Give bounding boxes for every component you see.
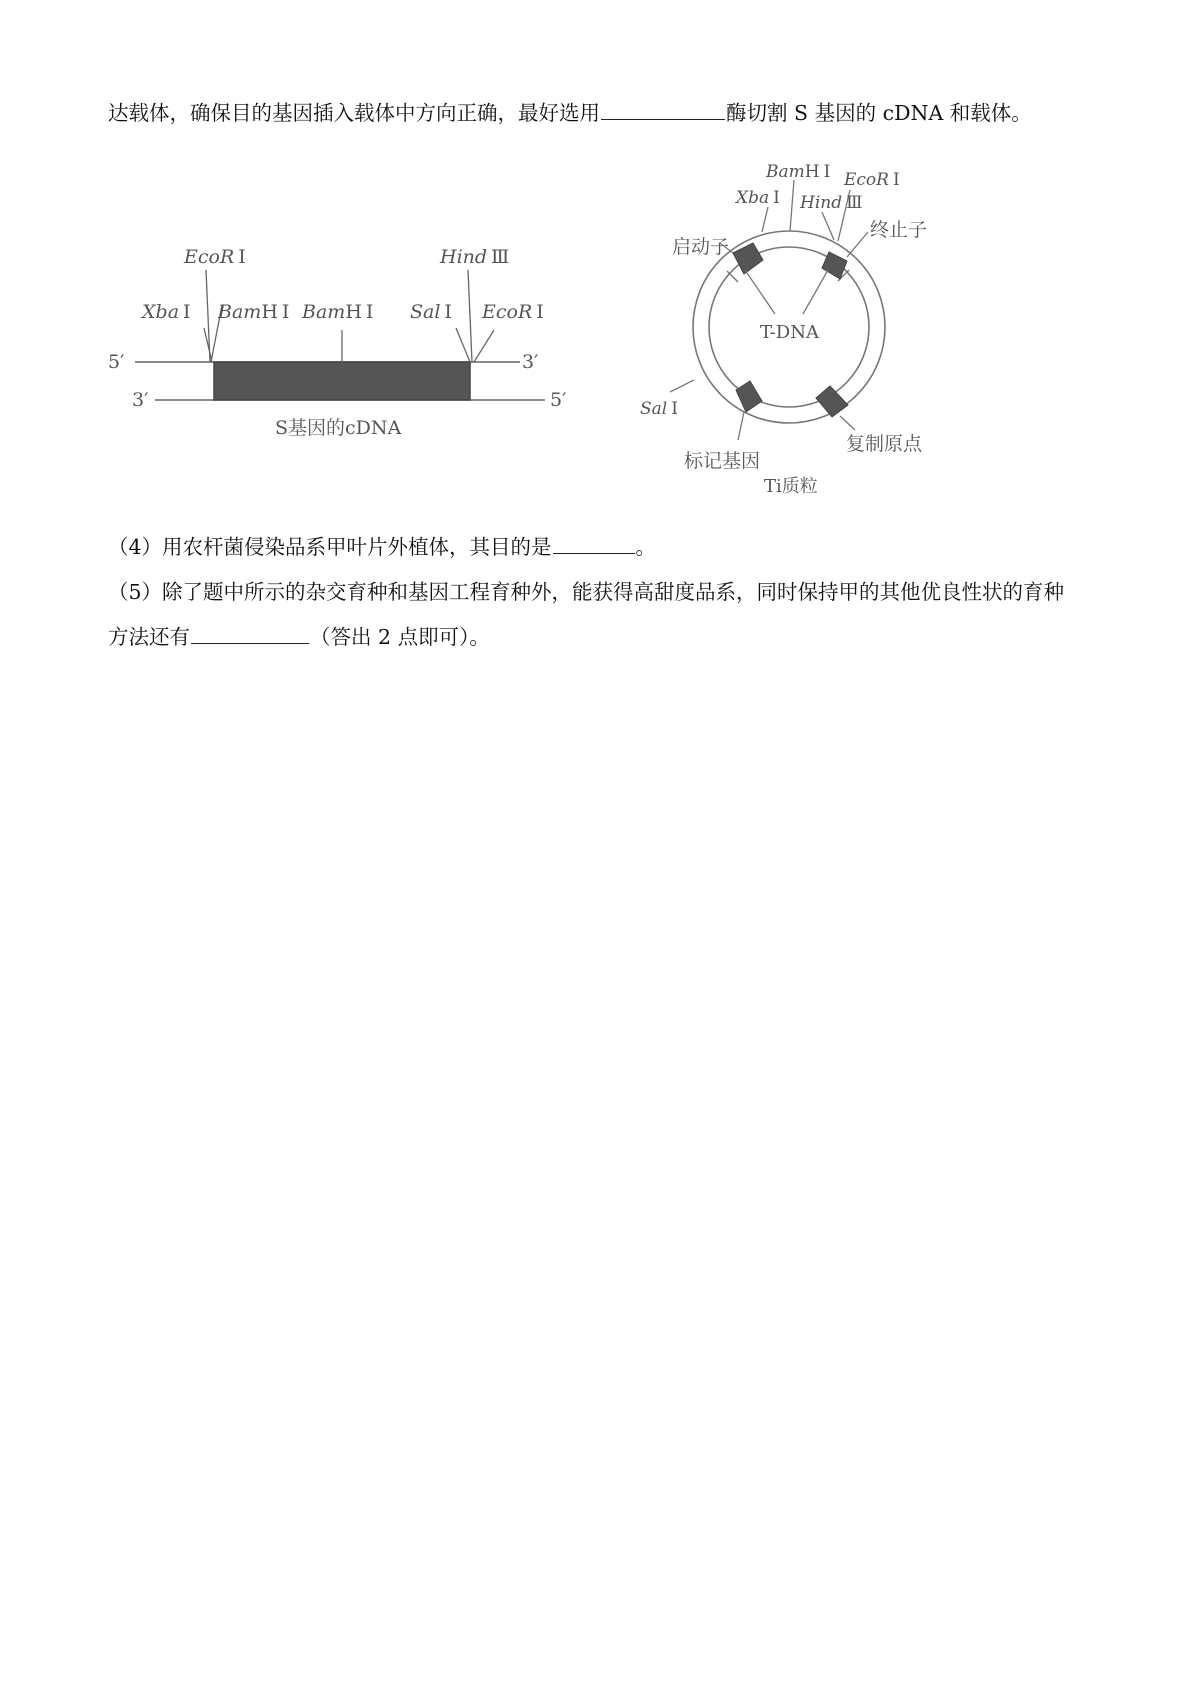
- plasmid-site-sal: Sal Ⅰ: [640, 399, 678, 419]
- marker-gene-block: [736, 381, 762, 412]
- marker-gene-label: 标记基因: [684, 450, 761, 472]
- promoter-block: [733, 243, 763, 274]
- question-4-line: [108, 532, 656, 562]
- cdna-caption: S基因的cDNA: [275, 417, 402, 439]
- plasmid-site-hind: Hind Ⅲ: [800, 193, 863, 213]
- terminator-label: 终止子: [870, 219, 928, 241]
- cdna-site-line-hind: [468, 270, 472, 362]
- cdna-site-line-xba: [204, 328, 212, 362]
- tdna-line-left: [745, 270, 775, 314]
- cdna-site-xba: Xba Ⅰ: [142, 301, 191, 323]
- origin-block: [816, 386, 848, 417]
- cdna-end-3-top: 3′: [522, 351, 539, 373]
- tdna-line-right: [803, 270, 828, 314]
- cdna-diagram: [108, 246, 566, 439]
- intro-text-after: 酶切割 S 基因的 cDNA 和载体。: [726, 101, 1032, 125]
- plasmid-site-line-xba: [762, 207, 768, 232]
- cdna-site-line-sal: [456, 328, 470, 362]
- terminator-pointer: [847, 232, 868, 257]
- answer-blank-q4[interactable]: [553, 533, 635, 554]
- cdna-end-5-bottom: 5′: [550, 389, 567, 411]
- cdna-gene-box: [214, 362, 470, 400]
- origin-label: 复制原点: [846, 433, 923, 455]
- plasmid-site-ecor: EcoR Ⅰ: [844, 170, 900, 190]
- q5-text-before: 方法还有: [108, 625, 190, 649]
- plasmid-site-xba: Xba Ⅰ: [736, 188, 780, 208]
- q4-text-after: 。: [635, 535, 657, 559]
- plasmid-site-line-sal: [670, 380, 694, 392]
- cdna-end-3-bottom: 3′: [132, 389, 149, 411]
- tdna-label: T-DNA: [760, 322, 819, 343]
- marker-gene-pointer: [738, 412, 744, 440]
- cdna-site-hind: Hind Ⅲ: [440, 246, 510, 268]
- plasmid-caption: Ti质粒: [764, 476, 818, 497]
- cdna-end-5-top: 5′: [108, 351, 125, 373]
- question-5-line-1: （5）除了题中所示的杂交育种和基因工程育种外，能获得高甜度品系，同时保持甲的其他优良性状的育种: [108, 580, 1065, 604]
- diagram: [0, 0, 1200, 520]
- plasmid-site-line-hind: [822, 212, 834, 240]
- question-5-line-2: [108, 622, 490, 652]
- plasmid-site-line-bamh: [790, 180, 794, 231]
- intro-text-before: 达载体，确保目的基因插入载体中方向正确，最好选用: [108, 101, 600, 125]
- answer-blank-q5[interactable]: [191, 623, 309, 644]
- cdna-site-ecor-right: EcoR Ⅰ: [482, 301, 544, 323]
- cdna-site-sal: Sal Ⅰ: [410, 301, 452, 323]
- promoter-label: 启动子: [672, 236, 730, 258]
- origin-pointer: [840, 416, 855, 430]
- q5-text-after: （答出 2 点即可）。: [310, 625, 490, 649]
- cdna-site-line-ecor-right: [474, 330, 494, 362]
- q4-text-before: （4）用农杆菌侵染品系甲叶片外植体，其目的是: [108, 535, 552, 559]
- cdna-site-bamh-1: BamH Ⅰ: [218, 301, 290, 323]
- cdna-site-line-ecor-left: [206, 270, 210, 362]
- cdna-site-bamh-2: BamH Ⅰ: [302, 301, 374, 323]
- cdna-site-ecor-left: EcoR Ⅰ: [184, 246, 246, 268]
- tdna-boundary-left-mark: [727, 271, 738, 282]
- plasmid-diagram: [640, 162, 927, 497]
- plasmid-site-bamh: BamH Ⅰ: [766, 162, 831, 182]
